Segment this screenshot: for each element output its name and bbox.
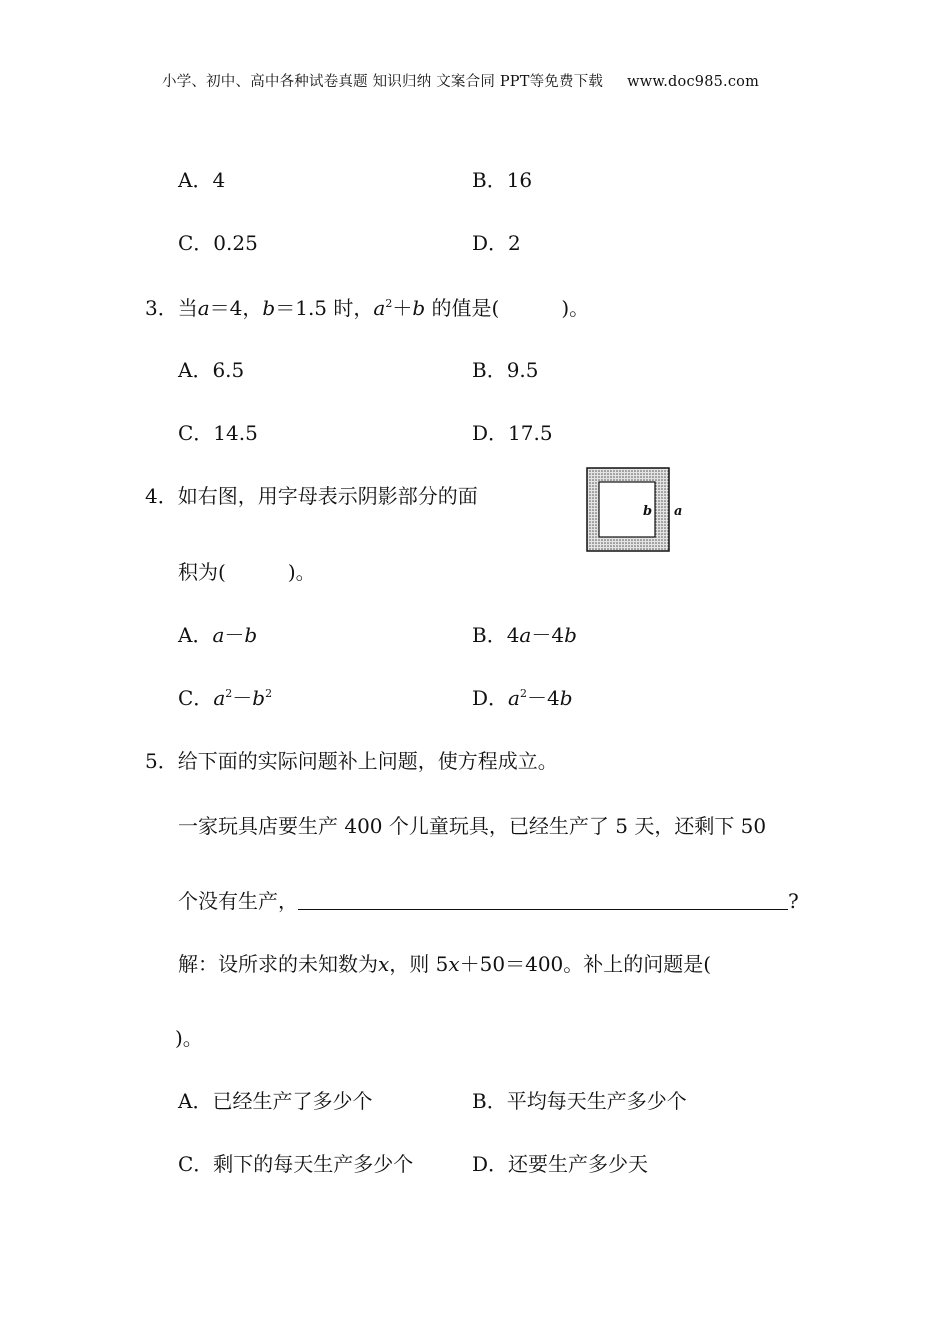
page-header	[162, 70, 759, 91]
q4-option-c[interactable]: C．$a^2-b^2$	[178, 686, 273, 710]
fill-in-blank[interactable]	[298, 891, 788, 910]
shaded-square-figure	[586, 467, 696, 553]
header-text: 小学、初中、高中各种试卷真题 知识归纳 文案合同 PPT等免费下载	[162, 74, 604, 90]
header-site: www.doc985.com	[627, 74, 760, 90]
q2-option-b[interactable]: B．16	[472, 168, 533, 192]
q2-option-c[interactable]: C．0.25	[178, 231, 258, 255]
label-b: b	[643, 504, 653, 519]
q5-option-a[interactable]: A．已经生产了多少个	[178, 1089, 373, 1113]
q5-problem-line1: 一家玩具店要生产 400 个儿童玩具，已经生产了 5 天，还剩下 50	[178, 814, 767, 838]
q4-option-d[interactable]: D．$a^2-4b$	[472, 686, 573, 710]
q4-option-b[interactable]: B．4a－4b	[472, 623, 577, 647]
q4-option-a[interactable]: A．a－b	[178, 623, 258, 647]
q5-question: 5．给下面的实际问题补上问题，使方程成立。	[145, 749, 558, 773]
q3-option-d[interactable]: D．17.5	[472, 421, 553, 445]
label-a: a	[674, 504, 683, 519]
q3-option-b[interactable]: B．9.5	[472, 358, 539, 382]
q2-option-d[interactable]: D．2	[472, 231, 521, 255]
q5-option-d[interactable]: D．还要生产多少天	[472, 1152, 649, 1176]
q3-option-c[interactable]: C．14.5	[178, 421, 258, 445]
q4-question-line1: 4．如右图，用字母表示阴影部分的面	[145, 484, 478, 508]
q2-option-a[interactable]: A．4	[178, 168, 226, 192]
q5-option-b[interactable]: B．平均每天生产多少个	[472, 1089, 687, 1113]
q5-solution-line: 解：设所求的未知数为x，则 5x＋50＝400。补上的问题是(	[178, 952, 712, 976]
q5-problem-line2: 个没有生产， ?	[178, 889, 799, 913]
q3-question: 3．当a＝4，b＝1.5 时，$a^2+b$ 的值是( )。	[145, 296, 590, 320]
q5-option-c[interactable]: C．剩下的每天生产多少个	[178, 1152, 414, 1176]
q3-option-a[interactable]: A．6.5	[178, 358, 245, 382]
q4-question-line2: 积为( )。	[178, 560, 316, 584]
q5-solution-close: )。	[175, 1026, 203, 1050]
